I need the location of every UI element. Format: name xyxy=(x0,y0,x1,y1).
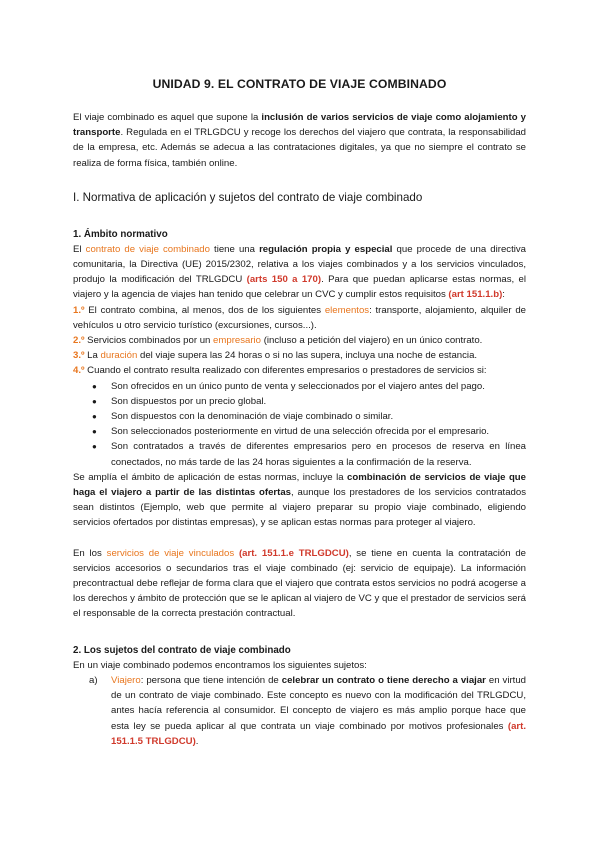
requirement-1-text-1: El contrato combina, al menos, dos de los siguientes xyxy=(84,304,325,316)
requirement-4-text-1: Cuando el contrato resulta realizado con diferentes empresarios o prestadores de servicios si: xyxy=(84,365,487,377)
sujeto-a-bold: celebrar un contrato o tiene derecho a viajar xyxy=(281,674,486,686)
amplia-bold-1: combinación de servicios de viaje que haga el viajero a partir de las distintas ofertas xyxy=(73,471,526,499)
sujeto-a-text-3: . xyxy=(195,735,199,747)
ambito-highlight-1: contrato de viaje combinado xyxy=(85,243,210,255)
list-item: ● Son seleccionados posteriormente en virtud de una selección ofrecida por el empresario. xyxy=(92,424,526,439)
requirement-3 xyxy=(73,348,526,363)
page-title: UNIDAD 9. EL CONTRATO DE VIAJE COMBINADO xyxy=(152,77,447,91)
requirement-1-text-2: : transporte, alojamiento, alquiler de vehículos u otro servicio turístico (excursiones, cursos...). xyxy=(73,304,526,331)
vinculados-paragraph xyxy=(73,546,526,622)
ambito-text-5: : xyxy=(502,289,505,301)
requirement-2-number: 2.º xyxy=(73,335,85,347)
subsection-1-heading: 1. Ámbito normativo xyxy=(73,228,168,240)
subsection-2-heading: 2. Los sujetos del contrato de viaje combinado xyxy=(73,644,291,656)
paragraph-spacer xyxy=(73,531,526,546)
sujeto-a-highlight: Viajero xyxy=(111,674,141,686)
vinculados-ref: (art. 151.1.e TRLGDCU) xyxy=(238,547,349,559)
requirement-3-text-2: del viaje supera las 24 horas o si no las supera, incluya una noche de estancia. xyxy=(137,350,478,362)
requirement-2-highlight: empresario xyxy=(213,335,262,347)
conditions-list xyxy=(92,379,526,470)
requirement-2-text-1: Servicios combinados por un xyxy=(84,335,214,347)
intro-text-1: El viaje combinado es aquel que supone la xyxy=(73,112,262,123)
sujeto-a-text-1: : persona que tiene intención de xyxy=(140,674,282,686)
list-item: ● Son dispuestos por un precio global. xyxy=(92,394,526,409)
amplia-paragraph xyxy=(73,470,526,531)
list-item: ● Son ofrecidos en un único punto de venta y seleccionados por el viajero antes del pago. xyxy=(92,379,526,394)
requirement-4 xyxy=(73,363,526,378)
list-item: ● Son dispuestos con la denominación de viaje combinado o similar. xyxy=(92,409,526,424)
sujeto-a-marker: a) xyxy=(89,674,98,686)
requirement-1 xyxy=(73,303,526,333)
sujeto-viajero xyxy=(73,673,526,749)
list-item: ● Son contratados a través de diferentes empresarios pero en procesos de reserva en línea conectados, no más tarde de las 24 horas siguientes a la confirmación de la reserva. xyxy=(92,439,526,469)
vinculados-highlight: servicios de viaje vinculados xyxy=(106,547,235,559)
sujetos-lead: En un viaje combinado podemos encontramos los siguientes sujetos: xyxy=(73,659,367,671)
ambito-text-1: El xyxy=(73,243,86,255)
amplia-text-1: Se amplía el ámbito de aplicación de estas normas, incluye la xyxy=(73,471,348,483)
requirement-1-number: 1.º xyxy=(73,304,85,316)
ambito-ref-2: (art 151.1.b) xyxy=(448,289,503,301)
sujeto-a-text-2: en virtud de un contrato de viaje combinado. Este concepto es nuevo con la modificación del TRLGDCU, antes hacía referencia al consumidor. El concepto de viajero es más amplio porque hace que esta ley se pueda aplicar al que contrata un viaje combinado por motivos profesionales xyxy=(111,674,526,732)
ambito-text-3: que procede de una directiva comunitaria, la Directiva (UE) 2015/2302, relativa a los viajes combinados y a los servicios vinculados, produjo la modificación del TRLGDCU xyxy=(73,243,527,286)
intro-paragraph xyxy=(73,110,526,171)
requirement-3-text-1: La xyxy=(84,350,101,362)
requirement-3-number: 3.º xyxy=(73,350,85,362)
requirement-2 xyxy=(73,333,526,348)
requirement-1-highlight: elementos xyxy=(324,304,370,316)
ambito-bold-1: regulación propia y especial xyxy=(259,243,393,255)
ambito-paragraph xyxy=(73,242,526,303)
sujeto-a-ref: (art. 151.1.5 TRLGDCU) xyxy=(111,720,526,747)
ambito-ref-1: (arts 150 a 170) xyxy=(246,274,322,286)
requirement-4-number: 4.º xyxy=(73,365,85,377)
intro-bold-1: inclusión de varios servicios de viaje como alojamiento y transporte xyxy=(73,112,526,139)
amplia-text-2: , aunque los prestadores de los servicios contratados sean distintos (Ejemplo, web que permite al viajero preparar su propio viaje combinado, eligiendo servicios ofertados por distintas empresas), y se aplican estas normas para proteger al viajero. xyxy=(73,487,526,529)
requirement-2-text-2: (incluso a petición del viajero) en un único contrato. xyxy=(261,335,483,347)
requirement-3-highlight: duración xyxy=(100,350,138,362)
section-1-heading: I. Normativa de aplicación y sujetos del contrato de viaje combinado xyxy=(73,190,423,204)
intro-text-2: . Regulada en el TRLGDCU y recoge los derechos del viajero que contrata, la responsabilidad de la empresa, etc. Además se adecua a las contrataciones digitales, ya que no siempre el contrato se realiza de forma física, también online. xyxy=(73,127,526,169)
vinculados-text-3: , se tiene en cuenta la contratación de servicios accesorios o secundarios tras el viaje combinado (ej: servicio de equipaje). La información precontractual debe reflejar de forma clara que el viajero que contrata estos servicios no podrá acogerse a los derechos y ámbito de protección que se le aplican al viajero de VC y que el prestador de servicios será el responsable de la correcta prestación contractual. xyxy=(73,547,527,620)
ambito-text-2: tiene una xyxy=(209,243,260,255)
vinculados-text-1: En los xyxy=(73,547,107,559)
ambito-text-4: . Para que puedan aplicarse estas normas, el viajero y la agencia de viajes han tenido que celebrar un CVC y cumplir estos requisitos xyxy=(73,274,527,301)
